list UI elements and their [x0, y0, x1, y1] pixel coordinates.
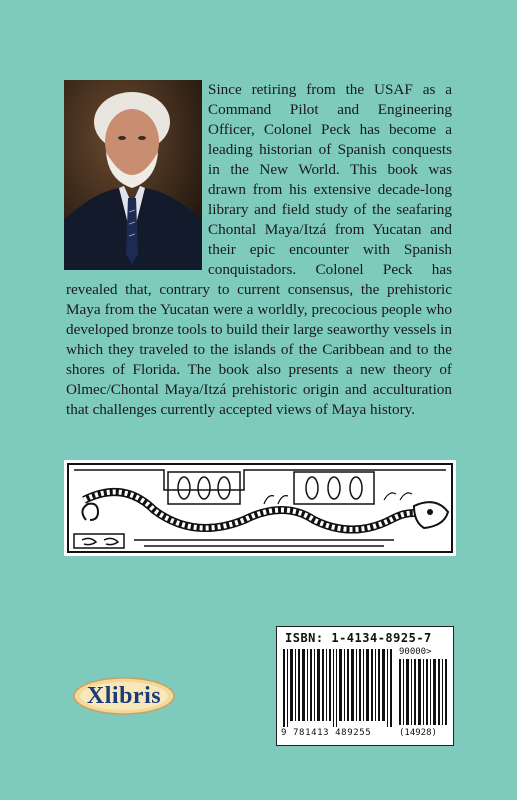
author-bio-body: Since retiring from the USAF as a Command Pilot and Engineering Officer, Colonel Peck has become a leading historian of Spanish conquests in the New World. This book was drawn from his extensive decade-long library and field study of the seafaring Chontal Maya/Itzá from Yucatan and their epic encounter with Spanish conquistadors. Colonel Peck has revealed that, contrary to current consensus, the prehistoric Maya from the Yucatan were a worldly, precocious people who developed bronze tools to build their large seaworthy vessels in which they traveled to the islands of the Caribbean and to the shores of Florida. The book also presents a new theory of Olmec/Chontal Maya/Itzá prehistoric origin and acculturation that challenges currently accepted views of Maya history. — [66, 81, 452, 418]
maya-glyph-frieze-illustration — [64, 460, 456, 556]
publisher-logo — [72, 676, 176, 716]
barcode-bars — [283, 649, 393, 727]
isbn-barcode — [276, 626, 454, 746]
publisher-logo-text: Xlibris — [86, 682, 162, 709]
price-code: 90000> — [399, 647, 432, 657]
barcode-digits: 9 781413 489255 — [281, 728, 372, 738]
barcode-code: (14928) — [399, 728, 437, 738]
photo-float-spacer — [66, 80, 208, 276]
author-bio-text — [66, 80, 452, 420]
price-barcode-bars — [399, 659, 447, 725]
isbn-label: ISBN: 1-4134-8925-7 — [285, 631, 432, 645]
